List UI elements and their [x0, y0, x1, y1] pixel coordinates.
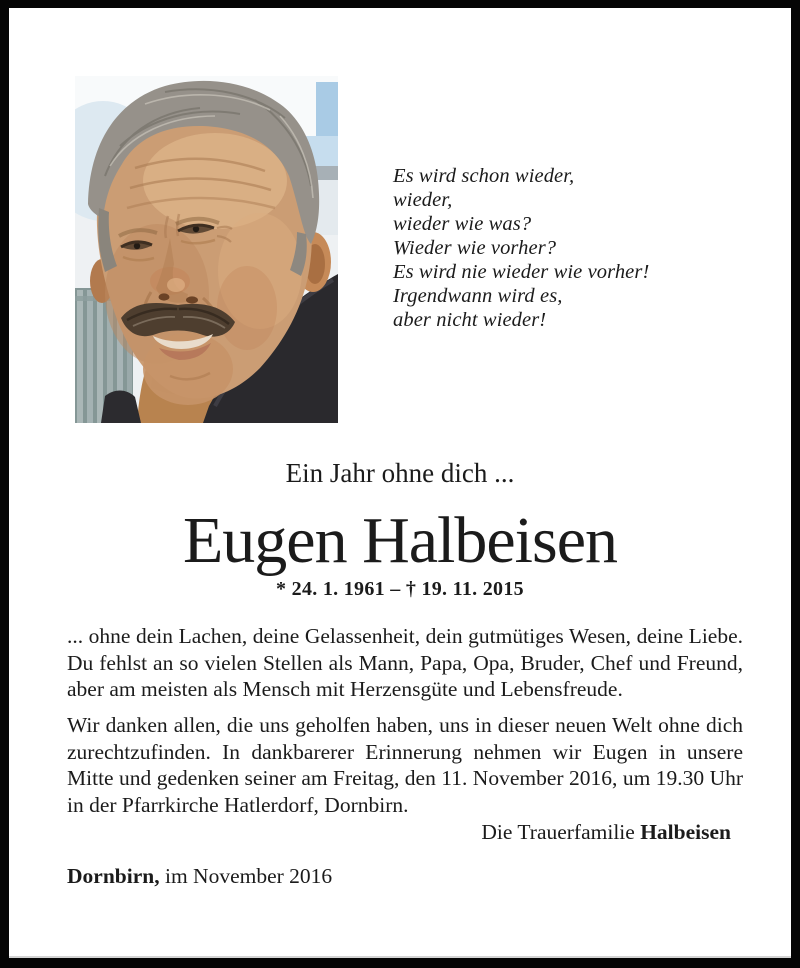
closing-date: im November 2016: [159, 864, 333, 888]
verse-line: wieder,: [393, 189, 453, 211]
verse-line: Irgendwann wird es,: [393, 285, 563, 307]
verse-line: Es wird schon wieder,: [393, 165, 575, 187]
verse-line: wieder wie was?: [393, 213, 532, 235]
place-date-line: [67, 863, 332, 889]
verse-line: aber nicht wieder!: [393, 309, 547, 331]
deceased-name: Eugen Halbeisen: [182, 504, 617, 577]
memorial-verse: [393, 164, 723, 332]
family-signature: [481, 819, 731, 845]
portrait-photo-illustration: [75, 76, 338, 423]
signature-family-name: Halbeisen: [640, 820, 731, 844]
place-name: Dornbirn,: [67, 864, 160, 888]
portrait-photo: [75, 76, 338, 423]
signature-prefix: Die Trauerfamilie: [481, 820, 641, 844]
intro-line: Ein Jahr ohne dich ...: [285, 458, 515, 488]
life-dates: * 24. 1. 1961 – † 19. 11. 2015: [276, 578, 524, 600]
verse-line: Wieder wie vorher?: [393, 237, 557, 259]
thanks-paragraph: Wir danken allen, die uns geholfen haben, uns in dieser neuen Welt ohne dich zurechtzufinden. In dankbarerer Erinnerung nehmen wir Eugen in unsere Mitte und gedenken seiner am Freitag, den 11. November 2016, um 19.30 Uhr in der Pfarrkirche Hatlerdorf, Dornbirn.: [67, 713, 743, 817]
verse-line: Es wird nie wieder wie vorher!: [393, 261, 650, 283]
tribute-paragraph: ... ohne dein Lachen, deine Gelassenheit, dein gutmütiges Wesen, deine Liebe. Du fehlst an so vielen Stellen als Mann, Papa, Opa, Bruder, Chef und Freund, aber am meisten als Mensch mit Herzensgüte und Lebensfreude.: [67, 624, 743, 702]
